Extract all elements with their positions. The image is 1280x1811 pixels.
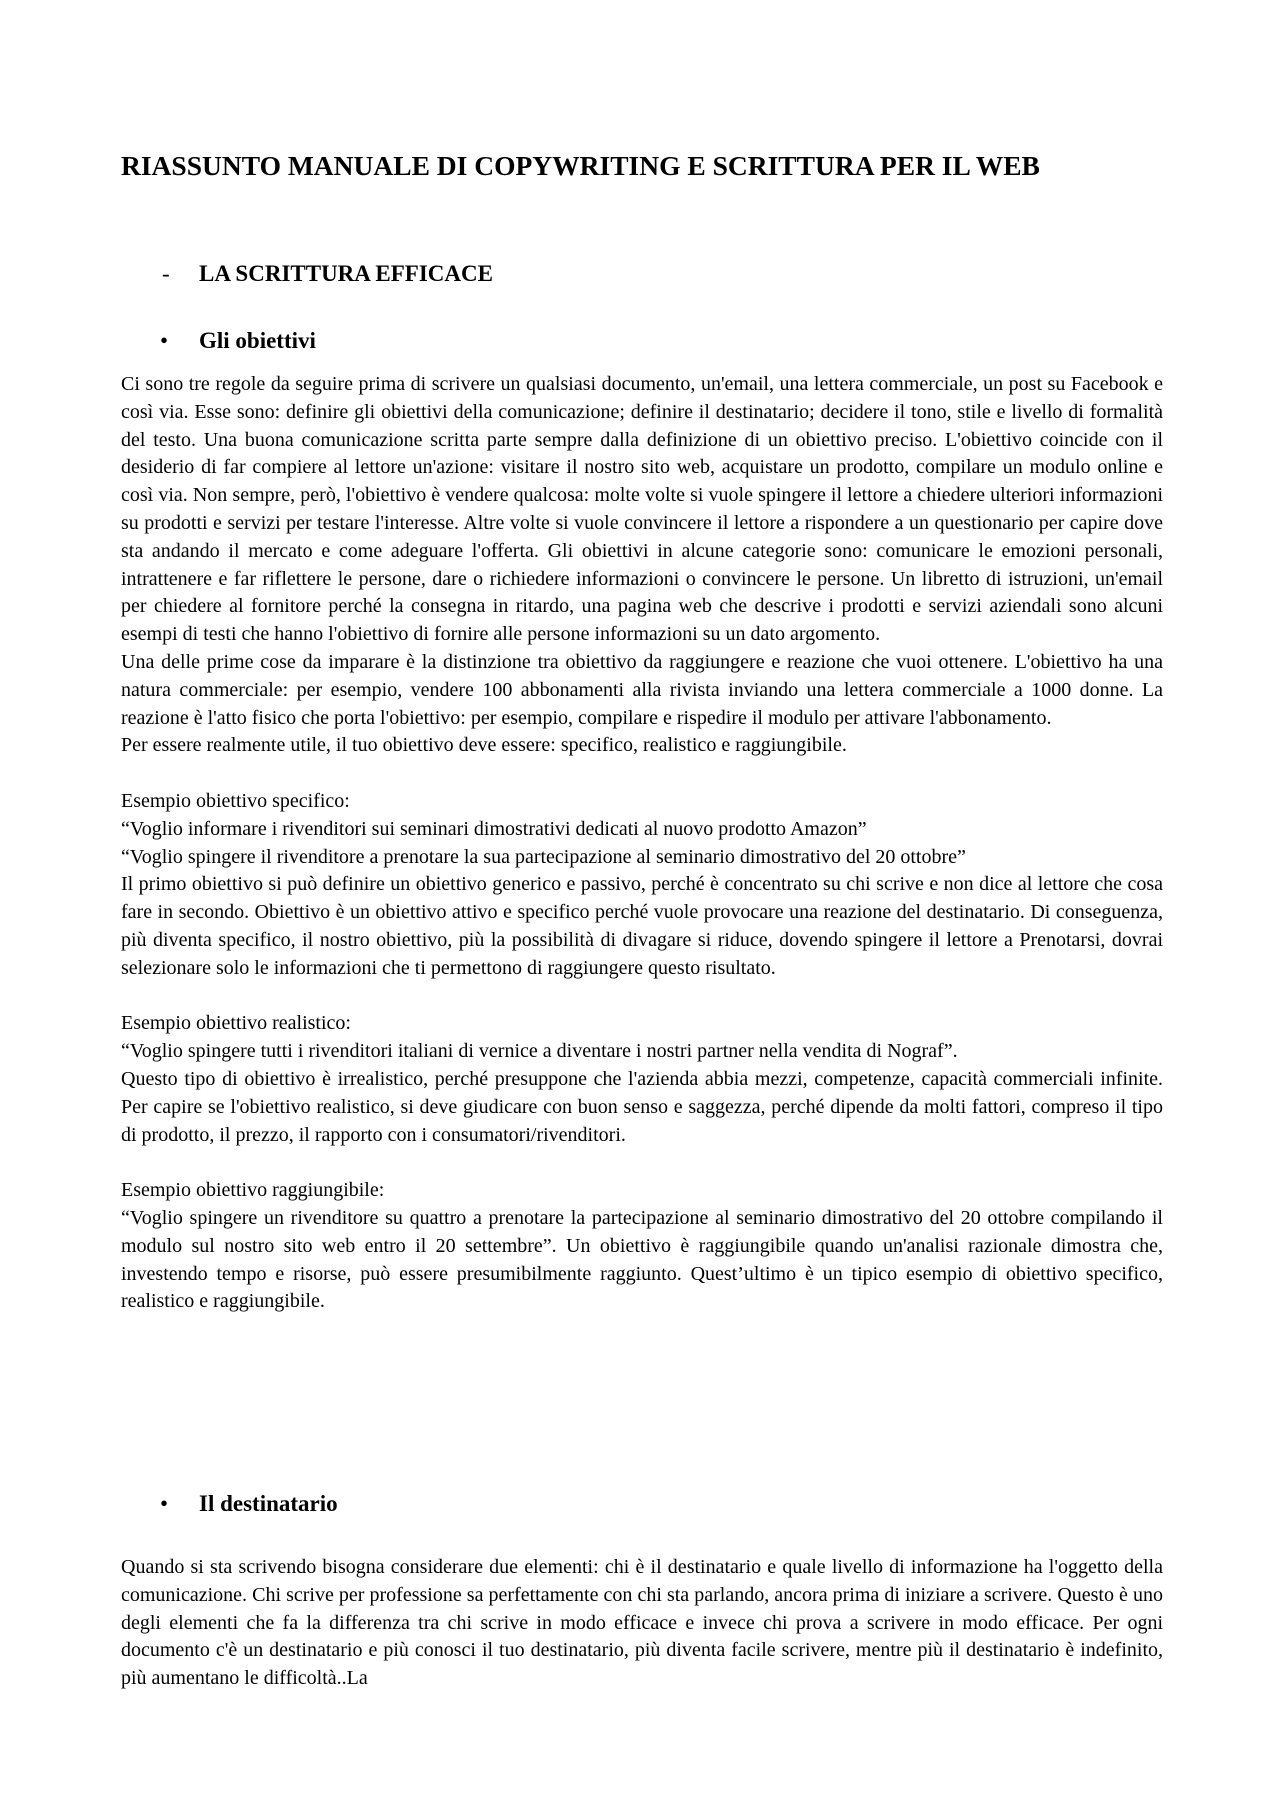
- bullet-icon: •: [160, 1491, 169, 1516]
- paragraph: Ci sono tre regole da seguire prima di scrivere un qualsiasi documento, un'email, una lettera commerciale, un post su Facebook e così via. Esse sono: definire gli obiettivi della comunicazione; definire il destinatario; decidere il tono, stile e livello di formalità del testo. Una buona comunicazione scritta parte sempre dalla definizione di un obiettivo preciso. L'obiettivo coincide con il desiderio di far compiere al lettore un'azione: visitare il nostro sito web, acquistare un prodotto, compilare un modulo online e così via. Non sempre, però, l'obiettivo è vendere qualcosa: molte volte si vuole spingere il lettore a chiedere ulteriori informazioni su prodotti e servizi per testare l'interesse. Altre volte si vuole convincere il lettore a rispondere a un questionario per capire dove sta andando il mercato e come adeguare l'offerta. Gli obiettivi in alcune categorie sono: comunicare le emozioni personali, intrattenere e far riflettere le persone, dare o richiedere informazioni o convincere le persone. Un libretto di istruzioni, un'email per chiedere al fornitore perché la consegna in ritardo, una pagina web che descrive i prodotti e servizi aziendali sono alcuni esempi di testi che hanno l'obiettivo di fornire alle persone informazioni su un dato argomento.: [121, 373, 1163, 646]
- subsection-heading-obiettivi: [160, 328, 316, 354]
- subsection-heading-destinatario: [160, 1491, 338, 1517]
- example-quote: “Voglio informare i rivenditori sui seminari dimostrativi dedicati al nuovo prodotto Amazon”: [121, 817, 867, 840]
- paragraph: Per essere realmente utile, il tuo obiettivo deve essere: specifico, realistico e raggiungibile.: [121, 734, 847, 757]
- section-heading: [162, 261, 493, 287]
- bullet-icon: •: [160, 328, 169, 353]
- paragraph: Una delle prime cose da imparare è la distinzione tra obiettivo da raggiungere e reazione che vuoi ottenere. L'obiettivo ha una natura commerciale: per esempio, vendere 100 abbonamenti alla rivista inviando una lettera commerciale a 1000 donne. La reazione è l'atto fisico che porta l'obiettivo: per esempio, compilare e rispedire il modulo per attivare l'abbonamento.: [121, 650, 1163, 729]
- example-label: Esempio obiettivo specifico:: [121, 789, 350, 812]
- example-label: Esempio obiettivo raggiungibile:: [121, 1179, 385, 1202]
- section-dash: -: [162, 261, 170, 286]
- example-label: Esempio obiettivo realistico:: [121, 1012, 351, 1035]
- example-quote: “Voglio spingere tutti i rivenditori italiani di vernice a diventare i nostri partner nella vendita di Nograf”.: [121, 1040, 958, 1063]
- subsection-title: Gli obiettivi: [199, 328, 316, 353]
- destinatario-body: [121, 1554, 1163, 1693]
- paragraph: Questo tipo di obiettivo è irrealistico, perché presuppone che l'azienda abbia mezzi, competenze, capacità commerciali infinite. Per capire se l'obiettivo realistico, si deve giudicare con buon senso e saggezza, perché dipende da molti fattori, compreso il tipo di prodotto, il prezzo, il rapporto con i consumatori/rivenditori.: [121, 1067, 1163, 1146]
- paragraph: Quando si sta scrivendo bisogna considerare due elementi: chi è il destinatario e quale livello di informazione ha l'oggetto della comunicazione. Chi scrive per professione sa perfettamente con chi sta parlando, ancora prima di iniziare a scrivere. Questo è uno degli elementi che fa la differenza tra chi scrive in modo efficace e invece chi prova a scrivere in modo efficace. Per ogni documento c'è un destinatario e più conosci il tuo destinatario, più diventa facile scrivere, mentre più il destinatario è indefinito, più aumentano le difficoltà..La: [121, 1556, 1163, 1690]
- document-title: RIASSUNTO MANUALE DI COPYWRITING E SCRITTURA PER IL WEB: [121, 150, 1040, 181]
- example-quote: “Voglio spingere il rivenditore a prenotare la sua partecipazione al seminario dimostrativo del 20 ottobre”: [121, 845, 966, 868]
- obiettivi-body: [121, 371, 1163, 1316]
- subsection-title: Il destinatario: [199, 1491, 338, 1516]
- paragraph: “Voglio spingere un rivenditore su quattro a prenotare la partecipazione al seminario dimostrativo del 20 ottobre compilando il modulo sul nostro sito web entro il 20 settembre”. Un obiettivo è raggiungibile quando un'analisi razionale dimostra che, investendo tempo e risorse, può essere presumibilmente raggiunto. Quest’ultimo è un tipico esempio di obiettivo specifico, realistico e raggiungibile.: [121, 1206, 1163, 1313]
- section-title: LA SCRITTURA EFFICACE: [199, 261, 493, 286]
- paragraph: Il primo obiettivo si può definire un obiettivo generico e passivo, perché è concentrato su chi scrive e non dice al lettore che cosa fare in secondo. Obiettivo è un obiettivo attivo e specifico perché vuole provocare una reazione del destinatario. Di conseguenza, più diventa specifico, il nostro obiettivo, più la possibilità di divagare si riduce, dovendo spingere il lettore a Prenotarsi, dovrai selezionare solo le informazioni che ti permettono di raggiungere questo risultato.: [121, 873, 1163, 979]
